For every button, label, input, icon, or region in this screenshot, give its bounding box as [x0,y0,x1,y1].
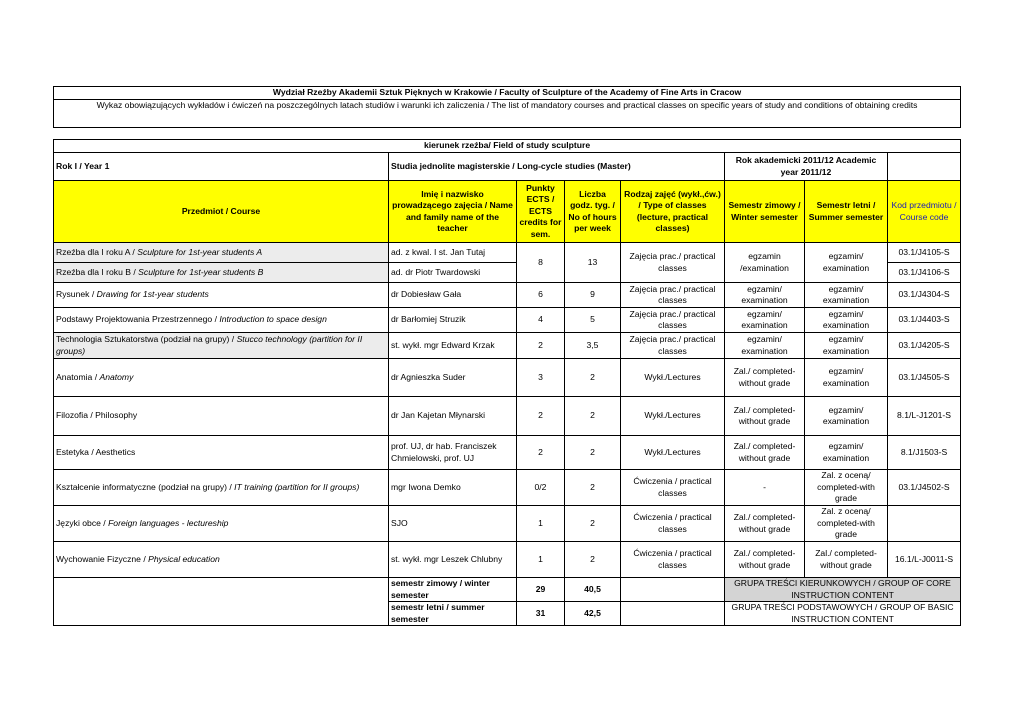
col-header-course: Przedmiot / Course [54,181,389,243]
winter-assessment: Zal./ completed-without grade [725,359,805,397]
col-header-ects: Punkty ECTS / ECTS credits for sem. [517,181,565,243]
class-type: Wykł./Lectures [621,359,725,397]
curriculum-table [53,86,961,626]
hours-value: 13 [565,243,621,283]
hours-value: 3,5 [565,333,621,359]
course-code: 03.1/J4403-S [888,308,961,333]
col-header-type: Rodzaj zajęć (wykł.,ćw.) / Type of classes (lecture, practical classes) [621,181,725,243]
summer-assessment: egzamin/ examination [805,308,888,333]
ects-value: 1 [517,506,565,542]
ects-value: 4 [517,308,565,333]
ects-value: 2 [517,397,565,436]
hours-value: 2 [565,470,621,506]
class-type: Ćwiczenia / practical classes [621,470,725,506]
empty-cell [54,578,389,626]
col-header-teacher: Imię i nazwisko prowadzącego zajęcia / Name and family name of the teacher [389,181,517,243]
class-type: Ćwiczenia / practical classes [621,542,725,578]
course-name: Rzeźba dla I roku A / Sculpture for 1st-year students A [54,243,389,263]
course-code: 8.1/L-J1201-S [888,397,961,436]
class-type: Ćwiczenia / practical classes [621,506,725,542]
faculty-title: Wydział Rzeźby Akademii Sztuk Pięknych w Krakowie / Faculty of Sculpture of the Academy of Fine Arts in Cracow [54,87,961,100]
winter-assessment: Zal./ completed-without grade [725,397,805,436]
teacher-name: mgr Iwona Demko [389,470,517,506]
summer-assessment: egzamin/ examination [805,283,888,308]
summer-assessment: egzamin/ examination [805,397,888,436]
col-header-code: Kod przedmiotu / Course code [888,181,961,243]
summer-total-ects: 31 [517,602,565,626]
ects-value: 1 [517,542,565,578]
course-code: 8.1/J1503-S [888,436,961,470]
empty-cell [888,153,961,181]
course-name: Podstawy Projektowania Przestrzennego / Introduction to space design [54,308,389,333]
course-code: 03.1/J4205-S [888,333,961,359]
hours-value: 2 [565,359,621,397]
empty-cell [621,578,725,602]
teacher-name: st. wykł. mgr Leszek Chlubny [389,542,517,578]
teacher-name: dr Barłomiej Struzik [389,308,517,333]
course-name: Rysunek / Drawing for 1st-year students [54,283,389,308]
course-code: 03.1/J4105-S [888,243,961,263]
winter-assessment: egzamin /examination [725,243,805,283]
course-name: Anatomia / Anatomy [54,359,389,397]
hours-value: 2 [565,542,621,578]
course-name: Kształcenie informatyczne (podział na grupy) / IT training (partition for II groups) [54,470,389,506]
teacher-name: ad. z kwal. I st. Jan Tutaj [389,243,517,263]
course-code: 16.1/L-J0011-S [888,542,961,578]
list-title: Wykaz obowiązujących wykładów i ćwiczeń na poszczególnych latach studiów i warunki ich zaliczenia / The list of mandatory courses and practical classes on specific years of study and conditions of obtaining credits [54,100,961,128]
core-group-legend: GRUPA TREŚCI KIERUNKOWYCH / GROUP OF CORE INSTRUCTION CONTENT [725,578,961,602]
summer-assessment: Zal. z oceną/ completed-with grade [805,506,888,542]
winter-assessment: - [725,470,805,506]
teacher-name: ad. dr Piotr Twardowski [389,263,517,283]
class-type: Zajęcia prac./ practical classes [621,308,725,333]
class-type: Zajęcia prac./ practical classes [621,333,725,359]
winter-assessment: Zal./ completed-without grade [725,436,805,470]
summer-assessment: egzamin/ examination [805,243,888,283]
col-header-hours: Liczba godz. tyg. / No of hours per week [565,181,621,243]
class-type: Wykł./Lectures [621,436,725,470]
ects-value: 2 [517,436,565,470]
teacher-name: st. wykł. mgr Edward Krzak [389,333,517,359]
ects-value: 3 [517,359,565,397]
teacher-name: dr Dobiesław Gała [389,283,517,308]
summer-assessment: Zal. z oceną/ completed-with grade [805,470,888,506]
winter-assessment: egzamin/ examination [725,308,805,333]
winter-total-ects: 29 [517,578,565,602]
course-code: 03.1/J4106-S [888,263,961,283]
winter-total-label: semestr zimowy / winter semester [389,578,517,602]
summer-assessment: egzamin/ examination [805,333,888,359]
teacher-name: prof. UJ, dr hab. Franciszek Chmielowski, prof. UJ [389,436,517,470]
basic-group-legend: GRUPA TREŚCI PODSTAWOWYCH / GROUP OF BASIC INSTRUCTION CONTENT [725,602,961,626]
winter-total-hours: 40,5 [565,578,621,602]
course-name: Estetyka / Aesthetics [54,436,389,470]
hours-value: 9 [565,283,621,308]
ects-value: 8 [517,243,565,283]
hours-value: 2 [565,506,621,542]
year-label: Rok I / Year 1 [54,153,389,181]
field-of-study: kierunek rzeźba/ Field of study sculpture [54,140,961,153]
hours-value: 5 [565,308,621,333]
teacher-name: SJO [389,506,517,542]
teacher-name: dr Agnieszka Suder [389,359,517,397]
summer-total-label: semestr letni / summer semester [389,602,517,626]
summer-assessment: egzamin/ examination [805,359,888,397]
winter-assessment: Zal./ completed-without grade [725,542,805,578]
summer-assessment: egzamin/ examination [805,436,888,470]
class-type: Wykł./Lectures [621,397,725,436]
course-code: 03.1/J4502-S [888,470,961,506]
ects-value: 2 [517,333,565,359]
studies-label: Studia jednolite magisterskie / Long-cycle studies (Master) [389,153,725,181]
course-name: Filozofia / Philosophy [54,397,389,436]
course-name: Języki obce / Foreign languages - lectureship [54,506,389,542]
winter-assessment: Zal./ completed-without grade [725,506,805,542]
spacer [54,128,961,140]
hours-value: 2 [565,397,621,436]
academic-year: Rok akademicki 2011/12 Academic year 2011/12 [725,153,888,181]
summer-total-hours: 42,5 [565,602,621,626]
course-name: Rzeźba dla I roku B / Sculpture for 1st-year students B [54,263,389,283]
empty-cell [621,602,725,626]
course-name: Wychowanie Fizyczne / Physical education [54,542,389,578]
course-name: Technologia Sztukatorstwa (podział na grupy) / Stucco technology (partition for II groups) [54,333,389,359]
ects-value: 6 [517,283,565,308]
summer-assessment: Zal./ completed-without grade [805,542,888,578]
course-code: 03.1/J4304-S [888,283,961,308]
class-type: Zajęcia prac./ practical classes [621,243,725,283]
winter-assessment: egzamin/ examination [725,283,805,308]
ects-value: 0/2 [517,470,565,506]
class-type: Zajęcia prac./ practical classes [621,283,725,308]
col-header-winter: Semestr zimowy / Winter semester [725,181,805,243]
col-header-summer: Semestr letni / Summer semester [805,181,888,243]
course-code: 03.1/J4505-S [888,359,961,397]
winter-assessment: egzamin/ examination [725,333,805,359]
hours-value: 2 [565,436,621,470]
teacher-name: dr Jan Kajetan Młynarski [389,397,517,436]
course-code [888,506,961,542]
